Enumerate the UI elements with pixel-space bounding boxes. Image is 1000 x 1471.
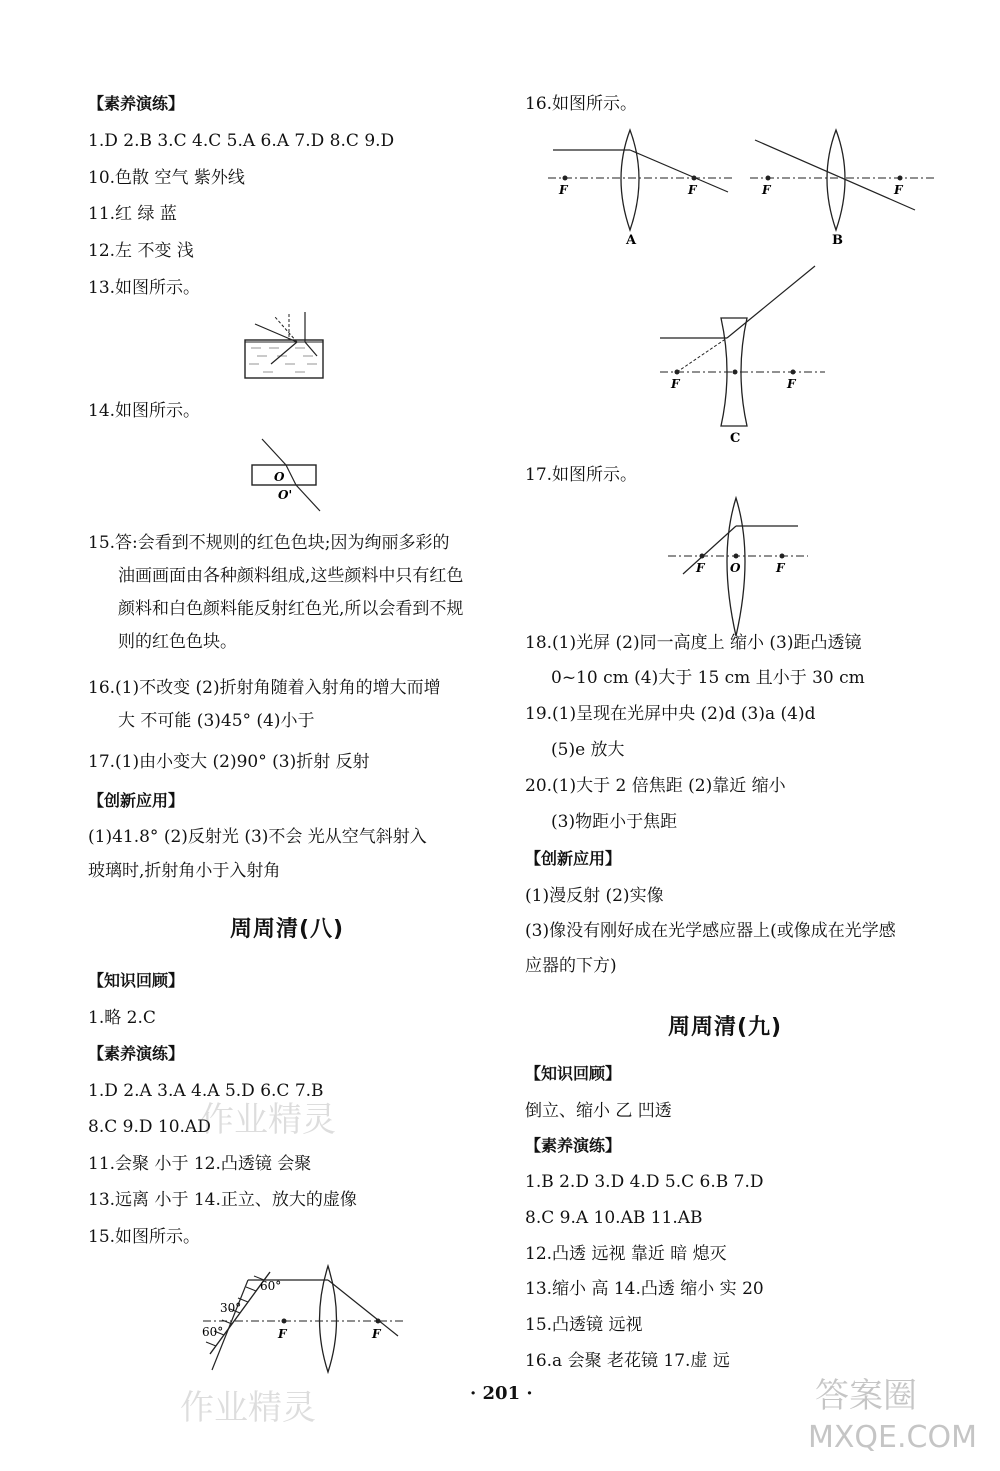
section-heading: 【素养演练】 (88, 94, 185, 113)
focus-label: F (787, 377, 796, 391)
figure-14-glass-slab (250, 435, 340, 515)
figure-label: B (832, 233, 843, 248)
answer-line: 16.如图所示。 (525, 94, 638, 114)
focus-label: F (696, 561, 705, 575)
section-title: 周周清(八) (230, 917, 345, 942)
figure-15-mirror-lens (198, 1262, 413, 1377)
answer-line: 15.凸透镜 远视 (525, 1315, 643, 1335)
section-title: 周周清(九) (668, 1015, 783, 1040)
section-heading: 【知识回顾】 (525, 1064, 622, 1083)
section-heading: 【知识回顾】 (88, 971, 185, 990)
section-heading: 【创新应用】 (525, 849, 622, 868)
focus-label: F (776, 561, 785, 575)
answer-line: 1.D 2.A 3.A 4.A 5.D 6.C 7.B (88, 1081, 324, 1101)
angle-label: 60° (260, 1279, 282, 1293)
figure-13-water-refraction (245, 312, 330, 382)
answer-line: 12.左 不变 浅 (88, 241, 194, 261)
answer-line: 1.B 2.D 3.D 4.D 5.C 6.B 7.D (525, 1172, 764, 1192)
answer-line: 19.(1)呈现在光屏中央 (2)d (3)a (4)d (525, 704, 816, 724)
answer-line: 15.如图所示。 (88, 1227, 201, 1247)
answer-line: 16.(1)不改变 (2)折射角随着入射角的增大而增 (88, 678, 441, 698)
focus-label: F (688, 183, 697, 197)
answer-line: 10.色散 空气 紫外线 (88, 168, 245, 188)
point-o-prime-label: O' (278, 488, 293, 502)
focus-label: F (372, 1327, 381, 1341)
focus-label: F (762, 183, 771, 197)
answer-line: (3)物距小于焦距 (551, 812, 678, 832)
focus-label: F (894, 183, 903, 197)
answer-line: 倒立、缩小 乙 凹透 (525, 1101, 672, 1121)
angle-label: 30° (220, 1301, 242, 1315)
answer-line: 11.会聚 小于 12.凸透镜 会聚 (88, 1154, 312, 1174)
answer-line: 17.如图所示。 (525, 465, 638, 485)
focus-label: F (559, 183, 568, 197)
answer-line: 大 不可能 (3)45° (4)小于 (118, 711, 315, 731)
answer-line: 13.如图所示。 (88, 278, 201, 298)
figure-label: A (626, 233, 637, 248)
answer-line: 0~10 cm (4)大于 15 cm 且小于 30 cm (551, 668, 865, 688)
answer-line: 20.(1)大于 2 倍焦距 (2)靠近 缩小 (525, 776, 786, 796)
answer-line: 16.a 会聚 老花镜 17.虚 远 (525, 1351, 730, 1371)
focus-label: F (278, 1327, 287, 1341)
answer-line: 14.如图所示。 (88, 401, 201, 421)
answer-line: 8.C 9.D 10.AD (88, 1117, 211, 1137)
figure-17-convex-lens (668, 498, 818, 638)
watermark: MXQE.COM (808, 1420, 977, 1455)
answer-line: 13.远离 小于 14.正立、放大的虚像 (88, 1190, 357, 1210)
answer-line: 则的红色色块。 (118, 632, 237, 652)
figure-16c-concave-lens (655, 262, 830, 447)
section-heading: 【素养演练】 (525, 1136, 622, 1155)
watermark: 作业精灵 (180, 1388, 316, 1428)
figure-label: C (730, 431, 741, 446)
answer-line: 13.缩小 高 14.凸透 缩小 实 20 (525, 1279, 764, 1299)
answer-line: 油画画面由各种颜料组成,这些颜料中只有红色 (118, 566, 464, 586)
watermark: 作业精灵 (200, 1100, 336, 1140)
answer-line: (5)e 放大 (551, 740, 625, 760)
answer-line: 15.答:会看到不规则的红色色块;因为绚丽多彩的 (88, 533, 450, 553)
answer-line: 1.D 2.B 3.C 4.C 5.A 6.A 7.D 8.C 9.D (88, 131, 395, 151)
answer-line: 11.红 绿 蓝 (88, 204, 177, 224)
answer-line: 18.(1)光屏 (2)同一高度上 缩小 (3)距凸透镜 (525, 633, 862, 653)
angle-label: 60° (202, 1325, 224, 1339)
answer-line: 玻璃时,折射角小于入射角 (88, 861, 281, 881)
figure-16a-convex-lens (548, 130, 738, 250)
answer-line: 8.C 9.A 10.AB 11.AB (525, 1208, 703, 1228)
optical-center-label: O (730, 561, 741, 575)
answer-line: 颜料和白色颜料能反射红色光,所以会看到不规 (118, 599, 464, 619)
page-number: · 201 · (470, 1383, 533, 1404)
answer-line: (3)像没有刚好成在光学感应器上(或像成在光学感 (525, 921, 896, 941)
answer-line: 1.略 2.C (88, 1008, 156, 1028)
section-heading: 【素养演练】 (88, 1044, 185, 1063)
figure-16b-convex-lens (750, 130, 940, 250)
answer-line: 12.凸透 远视 靠近 暗 熄灭 (525, 1244, 727, 1264)
answer-line: 17.(1)由小变大 (2)90° (3)折射 反射 (88, 752, 370, 772)
point-o-label: O (274, 470, 285, 484)
focus-label: F (671, 377, 680, 391)
answer-line: (1)41.8° (2)反射光 (3)不会 光从空气斜射入 (88, 827, 427, 847)
answer-line: 应器的下方) (525, 956, 617, 976)
section-heading: 【创新应用】 (88, 791, 185, 810)
watermark: 答案圈 (815, 1376, 917, 1416)
answer-line: (1)漫反射 (2)实像 (525, 886, 664, 906)
